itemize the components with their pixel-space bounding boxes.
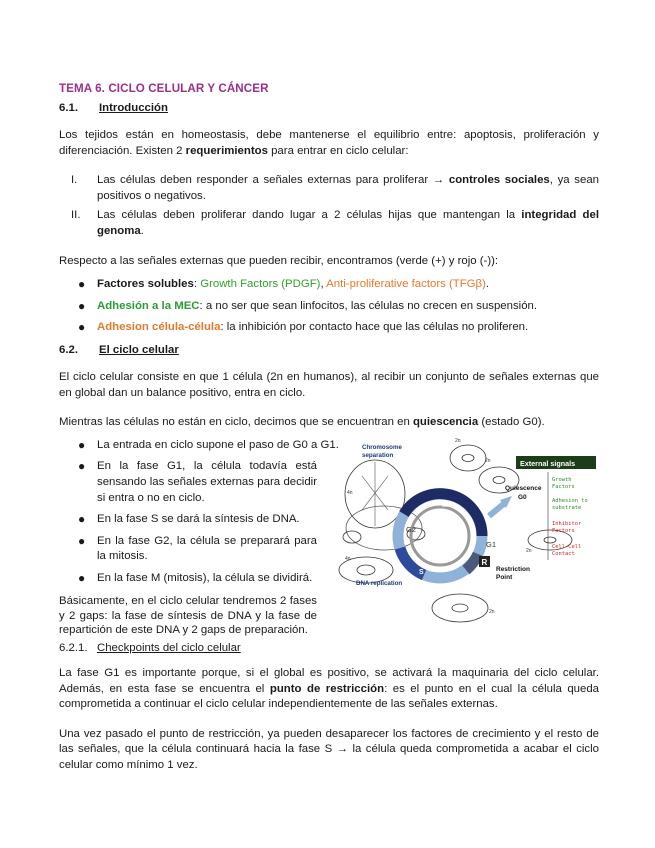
signals-paragraph: Respecto a las señales externas que pueden recibir, encontramos (verde (+) y rojo (-)): [59, 254, 499, 267]
list-item-text: En la fase G2, la célula se preparará para la mitosis. [97, 534, 317, 563]
chromosome-label-1: Chromosome [362, 444, 402, 451]
list-item-text: En la fase M (mitosis), la célula se dividirá. [97, 571, 313, 584]
phases-list [59, 437, 339, 587]
ploidy-label: 4n [345, 556, 351, 562]
legend-contact: Cell-Cell [552, 544, 582, 550]
section-number: 6.2. [59, 343, 78, 356]
text-run: , [320, 278, 327, 291]
signals-legend [552, 477, 588, 557]
bullet-icon: ● [78, 570, 86, 585]
document-page [59, 82, 599, 788]
bullet-icon: ● [78, 320, 86, 335]
list-item-text [97, 208, 599, 239]
external-signals-title: External signals [520, 459, 576, 468]
text-run: . [140, 224, 144, 237]
list-item-text [97, 277, 599, 293]
chromosome-label-2: separation [362, 452, 394, 459]
green-text: Growth Factors (PDGF) [200, 278, 321, 291]
bullet-icon: ● [78, 277, 86, 292]
list-item-text [97, 173, 599, 204]
list-item-text: En la fase G1, la célula todavía está sensando las señales externas para decidir si entra o no en ciclo. [97, 460, 317, 504]
legend-growth: Growth [552, 477, 572, 483]
ploidy-label: 2n [526, 548, 532, 554]
list-item [59, 571, 317, 587]
list-item [59, 459, 317, 506]
list-item [59, 299, 599, 315]
subsection-number: 6.2.1. [59, 641, 88, 654]
list-item-text [97, 299, 599, 315]
section-number: 6.1. [59, 102, 78, 114]
document-title: TEMA 6. CICLO CELULAR Y CÁNCER [59, 82, 269, 95]
g0-label: G0 [518, 494, 527, 501]
legend-adhesion: Adhesion to [552, 498, 588, 504]
ploidy-label: 2n [489, 609, 495, 615]
nucleus [493, 477, 505, 484]
cell-illustrations [339, 445, 572, 622]
phase-g2-label: G2 [406, 525, 417, 534]
nucleus [452, 604, 468, 612]
restriction-label: Restriction [496, 566, 530, 573]
quiescence-paragraph [59, 415, 599, 431]
requirements-list [59, 173, 599, 239]
point-label: Point [496, 574, 513, 581]
text-run: Los tejidos están en homeostasis, debe mantenerse el equilibrio entre: apoptosis, proliferación y diferenciación. Existen 2 [59, 129, 599, 157]
text-run: La fase G1 es importante porque, si el global es positivo, se activará la maquinaria del ciclo celular. Además, en esta fase se encuentra el [59, 666, 599, 695]
intro-paragraph [59, 128, 599, 159]
nucleus [357, 565, 375, 575]
roman-numeral: II. [71, 209, 81, 222]
list-item [59, 173, 599, 204]
text-run: : a no ser que sean linfocitos, las células no crecen en suspensión. [199, 299, 538, 312]
text-run: : es el punto en el cual la célula queda comprometida a continuar el ciclo celular independientemente de las señales externas. [59, 682, 599, 711]
cell-2n-top [450, 445, 486, 471]
text-run: Las células deben proliferar dando lugar a 2 células hijas que mantengan la [97, 209, 522, 222]
bullet-icon: ● [78, 437, 86, 452]
text-run: . [485, 278, 490, 291]
phase-m-label: M [442, 502, 448, 509]
section-heading-6-1 [59, 102, 599, 114]
bold-term: integridad del genoma [97, 209, 599, 237]
nucleus [462, 455, 474, 462]
list-item-text: La entrada en ciclo supone el paso de G0 a G1. [97, 438, 339, 451]
cycle-paragraph: El ciclo celular consiste en que 1 célula (2n en humanos), al recibir un conjunto de señales externas que en global dan un balance positivo, entra en ciclo. [59, 370, 599, 399]
list-item [59, 208, 599, 239]
text-run: Mientras las células no están en ciclo, decimos que se encuentran en [59, 416, 413, 429]
list-item [59, 534, 317, 565]
phase-s-label: S [419, 569, 424, 576]
text-run: para entrar en ciclo celular: [267, 144, 409, 157]
section-title: Introducción [99, 102, 168, 114]
phase-g1-label: G1 [486, 540, 497, 549]
bold-term: punto de restricción [269, 682, 385, 695]
list-item [59, 512, 317, 528]
legend-contact: Contact [552, 551, 575, 557]
bold-term: Factores solubles [97, 278, 194, 291]
bold-term: controles sociales [448, 174, 550, 187]
list-item [59, 320, 599, 336]
bold-term: quiescencia [412, 416, 479, 429]
ploidy-label: 4n [347, 490, 353, 496]
text-run: (estado G0). [478, 416, 545, 429]
g1-paragraph [59, 666, 599, 713]
legend-adhesion: substrate [552, 505, 582, 511]
bullet-icon: ● [78, 533, 86, 548]
text-run: , ya sean positivos o negativos. [97, 174, 599, 202]
restriction-paragraph: Una vez pasado el punto de restricción, ya pueden desaparecer los factores de crecimiento y el resto de las señales, que la célula continuará hacia la fase S → la célula queda comprometida a acabar el ciclo celular como mínimo 1 vez. [59, 727, 599, 771]
text-run: Las células deben responder a señales externas para proliferar → [97, 174, 449, 187]
legend-growth: Factors [552, 484, 575, 490]
cell-2n-bottom [432, 594, 488, 622]
subsection-heading-6-2-1 [59, 642, 599, 654]
restriction-box-label: R [481, 558, 488, 567]
orange-text: Anti-proliferative factors (TFGβ) [326, 278, 486, 291]
list-item-text [97, 320, 599, 336]
ploidy-label: 2n [485, 458, 491, 464]
subsection-title: Checkpoints del ciclo celular [97, 641, 241, 654]
summary-paragraph: Básicamente, en el ciclo celular tendremos 2 fases y 2 gaps: la fase de síntesis de DNA y la fase de repartición de este DNA y 2 gaps de preparación. [59, 595, 317, 637]
bullet-icon: ● [78, 459, 86, 474]
bold-term: requerimientos [185, 144, 268, 157]
quiescence-label: Quiescence [505, 485, 542, 492]
dna-replication-label: DNA replication [356, 580, 403, 587]
list-item-text: En la fase S se dará la síntesis de DNA. [97, 513, 300, 526]
ploidy-label: 2n [455, 438, 461, 444]
legend-inhibitor: Inhibitor [552, 521, 582, 527]
bullet-icon: ● [78, 298, 86, 313]
g1-phase-arc [466, 554, 478, 570]
nucleus [343, 531, 361, 543]
legend-inhibitor: Factors [552, 528, 575, 534]
signals-list [59, 277, 599, 336]
bullet-icon: ● [78, 512, 86, 527]
dividing-cell-spindle [362, 462, 388, 526]
text-run: : [193, 278, 201, 291]
orange-bold-term: Adhesion célula-célula [97, 321, 221, 334]
list-item [59, 277, 599, 293]
roman-numeral: I. [71, 174, 78, 187]
nucleus [544, 537, 556, 543]
green-bold-term: Adhesión a la MEC [97, 299, 200, 312]
text-run: : la inhibición por contacto hace que las células no proliferen. [220, 321, 529, 334]
cell-cycle-figure [338, 436, 602, 632]
section-heading-6-2 [59, 344, 599, 356]
section-title: El ciclo celular [99, 343, 179, 356]
